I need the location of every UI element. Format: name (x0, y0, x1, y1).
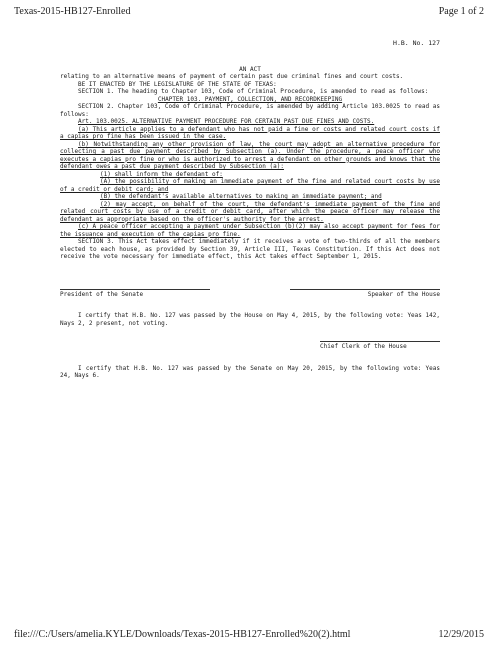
house-certification: I certify that H.B. No. 127 was passed by the House on May 4, 2015, by the following vote: Yeas 142, Nays 2, 2 present, not voting. (60, 312, 440, 327)
house-speaker-signature: Speaker of the House (290, 289, 440, 299)
bill-number: H.B. No. 127 (393, 39, 440, 47)
article-subsection-c: (c) A peace officer accepting a payment under Subsection (b)(2) may also accept payment for fees for the issuance and execution of the capias pro fine. (60, 223, 440, 238)
article-subsection-b: (b) Notwithstanding any other provision of law, the court may adopt an alternative procedure for collecting a past due payment described by Subsection (a). Under the procedure, a peace officer who executes a capias pro fine or who is authorized to arrest a defendant on other grounds and knows that the defendant owes a past due payment described by Subsection (a): (60, 140, 440, 170)
enacting-clause: BE IT ENACTED BY THE LEGISLATURE OF THE STATE OF TEXAS: (78, 80, 277, 88)
footer-date: 12/29/2015 (438, 629, 484, 640)
act-title: AN ACT (239, 65, 261, 73)
section-2: SECTION 2. Chapter 103, Code of Criminal Procedure, is amended by adding Article 103.0025 to read as follows: (60, 103, 440, 118)
article-heading: Art. 103.0025. ALTERNATIVE PAYMENT PROCEDURE FOR CERTAIN PAST DUE FINES AND COSTS. (78, 118, 375, 125)
senate-certification: I certify that H.B. No. 127 was passed by the Senate on May 20, 2015, by the following vote: Yeas 24, Nays 6. (60, 364, 440, 379)
senate-president-signature: President of the Senate (60, 289, 210, 299)
article-subsection-b1a: (A) the possibility of making an immediate payment of the fine and related court costs by use of a credit or debit card; and (60, 178, 440, 193)
chief-clerk-signature: Chief Clerk of the House (320, 341, 440, 351)
section-1: SECTION 1. The heading to Chapter 103, Code of Criminal Procedure, is amended to read as follows: (78, 88, 429, 95)
signature-row (60, 289, 440, 299)
act-caption: relating to an alternative means of payment of certain past due criminal fines and court costs. (60, 73, 404, 80)
footer-file-path: file:///C:/Users/amelia.KYLE/Downloads/Texas-2015-HB127-Enrolled%20(2).html (14, 629, 351, 640)
clerk-signature-row (60, 341, 440, 351)
bill-document (60, 40, 440, 380)
article-subsection-b2: (2) may accept, on behalf of the court, the defendant's immediate payment of the fine and related court costs by use of a credit or debit card, after which the peace officer may release the defendant as appropriate based on the officer's authority for the arrest. (60, 200, 440, 223)
header-page-number: Page 1 of 2 (438, 6, 484, 17)
section-3: SECTION 3. This Act takes effect immediately if it receives a vote of two-thirds of all the members elected to each house, as provided by Section 39, Article III, Texas Constitution. If this Act does not receive the vote necessary for immediate effect, this Act takes effect September 1, 2015. (60, 238, 440, 260)
article-subsection-b1: (1) shall inform the defendant of: (100, 170, 223, 178)
chapter-heading: CHAPTER 103. PAYMENT, COLLECTION, AND RECORDKEEPING (157, 95, 343, 103)
article-subsection-a: (a) This article applies to a defendant who has not paid a fine or costs and related court costs if a capias pro fine has been issued in the case. (60, 125, 440, 140)
header-document-name: Texas-2015-HB127-Enrolled (14, 6, 131, 17)
article-subsection-b1b: (B) the defendant's available alternatives to making an immediate payment; and (100, 193, 382, 200)
